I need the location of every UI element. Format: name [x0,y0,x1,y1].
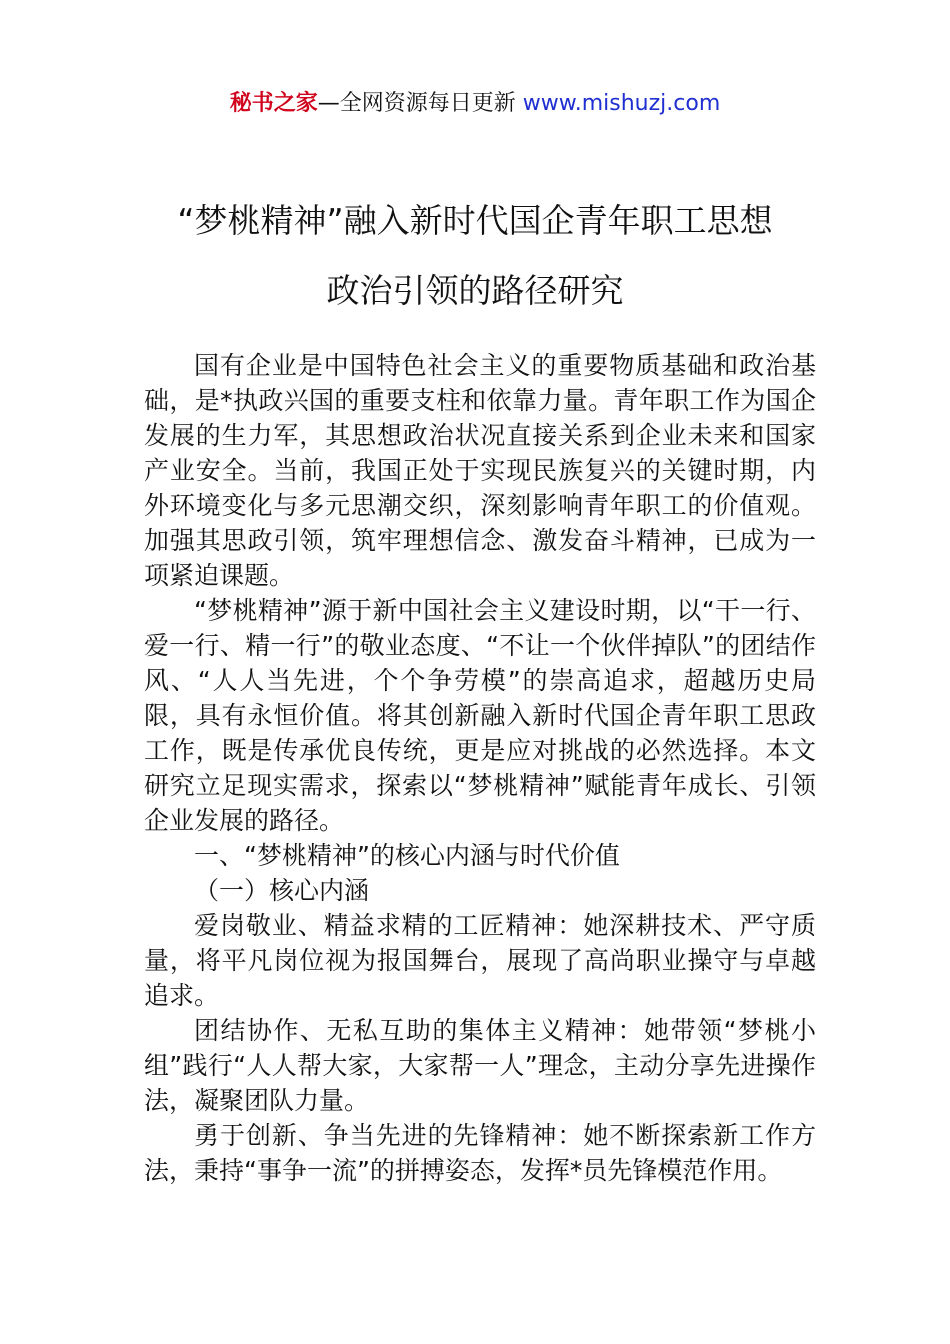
paragraph-intro-1: 国有企业是中国特色社会主义的重要物质基础和政治基础，是*执政兴国的重要支柱和依靠力量。青年职工作为国企发展的生力军，其思想政治状况直接关系到企业未来和国家产业安全。当前，我国正处于实现民族复兴的关键时期，内外环境变化与多元思潮交织，深刻影响青年职工的价值观。加强其思政引领，筑牢理想信念、激发奋斗精神，已成为一项紧迫课题。 [144,351,816,590]
paragraph-collectivism: 团结协作、无私互助的集体主义精神：她带领“梦桃小组”践行“人人帮大家，大家帮一人”理念，主动分享先进操作法，凝聚团队力量。 [144,1016,816,1115]
header-slogan: —全网资源每日更新 [317,91,516,116]
document-title [100,186,850,326]
brand-name: 秘书之家 [229,91,318,116]
paragraph-pioneer: 勇于创新、争当先进的先锋精神：她不断探索新工作方法，秉持“事争一流”的拼搏姿态，发挥*员先锋模范作用。 [144,1121,816,1185]
paragraph-craftsmanship: 爱岗敬业、精益求精的工匠精神：她深耕技术、严守质量，将平凡岗位视为报国舞台，展现了高尚职业操守与卓越追求。 [144,911,816,1010]
title-line-1: “梦桃精神”融入新时代国企青年职工思想 [177,201,773,240]
paragraph-intro-2: “梦桃精神”源于新中国社会主义建设时期，以“干一行、爱一行、精一行”的敬业态度、“不让一个伙伴掉队”的团结作风、“人人当先进，个个争劳模”的崇高追求，超越历史局限，具有永恒价值。将其创新融入新时代国企青年职工思政工作，既是传承优良传统，更是应对挑战的必然选择。本文研究立足现实需求，探索以“梦桃精神”赋能青年成长、引领企业发展的路径。 [144,596,816,835]
subsection-heading-1: （一）核心内涵 [194,876,370,905]
site-header [0,88,950,120]
section-heading-1: 一、“梦桃精神”的核心内涵与时代价值 [194,841,620,870]
site-url-link[interactable]: www.mishuzj.com [522,91,721,116]
document-body [144,348,816,1188]
title-line-2: 政治引领的路径研究 [326,271,624,310]
